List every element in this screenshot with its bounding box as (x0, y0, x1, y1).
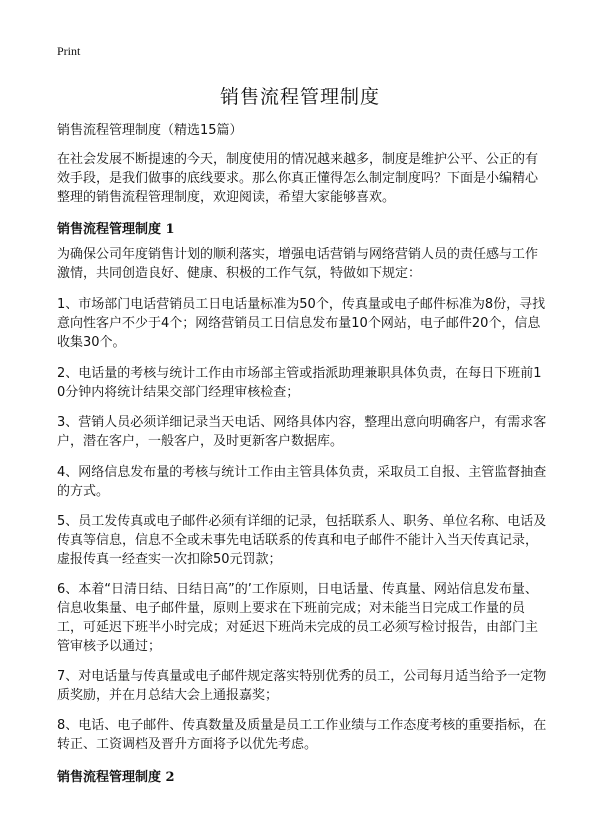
intro-paragraph: 在社会发展不断提速的今天，制度使用的情况越来越多，制度是维护公平、公正的有效手段，是我们做事的底线要求。那么你真正懂得怎么制定制度吗？下面是小编精心整理的销售流程管理制度，欢迎阅读，希望大家能够喜欢。 (57, 152, 539, 205)
list-item-7: 7、对电话量与传真量或电子邮件规定落实特别优秀的员工，公司每月适当给予一定物质奖励，并在月总结大会上通报嘉奖； (57, 669, 547, 703)
list-item-1: 1、市场部门电话营销员工日电话量标准为50个，传真量或电子邮件标准为8份，寻找意向性客户不少于4个；网络营销员工日信息发布量10个网站，电子邮件20个，信息收集30个。 (57, 297, 546, 350)
list-item-8: 8、电话、电子邮件、传真数量及质量是员工工作业绩与工作态度考核的重要指标，在转正、工资调档及晋升方面将予以优先考虑。 (57, 718, 547, 752)
list-item-5: 5、员工发传真或电子邮件必须有详细的记录，包括联系人、职务、单位名称、电话及传真等信息，信息不全或未事先电话联系的传真和电子邮件不能计入当天传真记录，虚报传真一经查实一次扣除50元罚款； (57, 514, 547, 567)
list-item-2: 2、电话量的考核与统计工作由市场部主管或指派助理兼职具体负责，在每日下班前10分钟内将统计结果交部门经理审核检查； (57, 366, 542, 400)
list-item-3: 3、营销人员必须详细记录当天电话、网络具体内容，整理出意向明确客户，有需求客户，潜在客户，一般客户，及时更新客户数据库。 (57, 415, 547, 449)
document-subtitle: 销售流程管理制度（精选15篇） (57, 123, 243, 138)
list-item-4: 4、网络信息发布量的考核与统计工作由主管具体负责，采取员工自报、主管监督抽查的方式。 (57, 465, 547, 499)
document-title: 销售流程管理制度 (219, 86, 380, 108)
print-label: Print (57, 44, 81, 58)
list-item-6: 6、本着“日清日结、日结日高”的’工作原则，日电话量、传真量、网站信息发布量、信息收集量、电子邮件量，原则上要求在下班前完成；对未能当日完成工作量的员工，可延迟下班半小时完成；对延迟下班尚未完成的员工必须写检讨报告，由部门主管审核予以通过； (57, 582, 539, 654)
section-heading-2: 销售流程管理制度 2 (57, 770, 175, 785)
section1-intro-paragraph: 为确保公司年度销售计划的顺利落实，增强电话营销与网络营销人员的责任感与工作激情，共同创造良好、健康、积极的工作气氛，特做如下规定： (57, 247, 539, 281)
section-heading-1: 销售流程管理制度 1 (57, 222, 175, 237)
